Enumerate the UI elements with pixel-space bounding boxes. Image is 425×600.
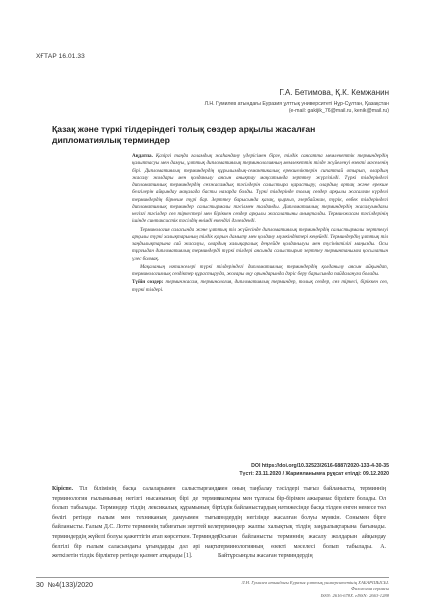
abstract xyxy=(132,153,388,295)
issue-number: №4(133)/2020 xyxy=(47,582,93,589)
body-column-left xyxy=(52,485,220,562)
journal-info xyxy=(242,580,390,599)
page-number xyxy=(36,582,93,589)
body-column-right xyxy=(218,485,386,562)
abstract-label: Аңдатпа. xyxy=(132,153,153,159)
keywords xyxy=(132,279,388,294)
abstract-text: Қазіргі таңда ғаламдық жаһандану үдерісімен бірге, тілдік саясатта мемлекеттік терминдердің қалыптасуы мен дамуы, ұлттық дипломатиялық терминологияның мемлекеттік тілде жүйеленуі өзекті мәселенің бірі. Дипломатиялық терминдердің құрылымдық-семантикалық ерекшеліктерін сипаттай отырып, олардың жасалу жолдары мен қолданылу аясын анықтау мақсатында зерттеу жүргізілді. Түркі тілдеріндегі дипломатиялық терминдердің сөзжасамдық тәсілдерін салыстыра қарастыру, олардың ортақ және ерекше белгілерін айқындау мақалада басты назарда болды. Түркі тілдерінде толық сөздер арқылы жасалған күрделі терминдердің бірнеше түрі бар. Зерттеу барысында қазақ, қырғыз, әзербайжан, түрік, өзбек тілдеріндегі дипломатиялық терминдер салыстырмалы тәсілмен талданды. Дипломатиялық терминдердің жасалуындағы негізгі тәсілдер сөз тіркестері мен біріккен сөздер арқылы жасалатыны анықталды. Терминжасам тәсілдерінің ішінде синтаксистік тәсілдің өнімді екендігі дәлелденді. xyxy=(132,153,388,225)
abstract-paragraph: Мақаланың нәтижелері түркі тілдеріндегі дипломатиялық терминдердің қолданылу аясын айқындап, терминологиялық сөздіктер құрастыруда, жоғары оқу орындарында дәріс беру барысында пайдалануға болады. xyxy=(132,263,388,277)
footer-divider xyxy=(36,577,389,578)
affiliation: Л.Н. Гумилев атындағы Еуразия ұлттық университеті Нұр-Сұлтан, Қазақстан xyxy=(204,101,389,107)
journal-series: Филология сериясы xyxy=(351,586,389,592)
article-title: Қазақ және түркі тілдеріндегі толық сөздер арқылы жасалған дипломатиялық терминдер xyxy=(52,124,316,145)
authors: Г.А. Бетимова, Қ.К. Кемжанин xyxy=(279,88,389,97)
journal-issn: ISSN: 2616-678X. eISSN: 2663-1288 xyxy=(320,592,389,598)
page-number-value: 30 xyxy=(36,582,44,589)
intro-paragraph xyxy=(52,485,220,562)
doi-link[interactable]: DOI https://doi.org/10.32523/2616-6887/2020-133-4-30-35 xyxy=(251,463,389,469)
intro-text: Тіл білімінің басқа салаларымен салыстырғанда терминология ғылымының негізгі нысанының бірі де термин болып табылады. Терминдер тілдің лексикалық құрамының бір бөлігі ретінде ғылым мен техниканың дамуымен тығыз байланысты. Ғалым Д.С. Лотте терминнің табиғатын зерттей келе, терминдердің жүйелі болуы қажеттігін атап көрсеткен. Терминдер белгілі бір ғылым саласындағы ұғымдарды дәл әрі нақты жеткізетін тілдік бірліктер ретінде қызмет атқарады [1]. xyxy=(52,486,220,560)
abstract-paragraph xyxy=(132,153,388,226)
author-emails: (e-mail: gakijik_76@mail.ru, kenik@mail.ru) xyxy=(288,108,389,114)
keywords-label: Түйін сөздер: xyxy=(132,279,164,286)
publication-dates: Түсті: 23.11.2020 / Жарияланымға рұқсат етілді: 09.12.2020 xyxy=(239,471,389,477)
journal-name: Л.Н. Гумилев атындағы Еуразия ұлттық университетінің ХАБАРШЫСЫ. xyxy=(241,580,389,585)
keywords-text: терминжасам, терминология, дипломатиялық терминдер, толық сөздер, сөз тіркесі, біріккен сөз, түркі тілдері. xyxy=(132,279,388,293)
abstract-paragraph: Терминология саласында және ұлттық тіл жүйесінде дипломатиялық терминдердің салыстырмалы зерттелуі арқылы түркі халықтарының тілдік қорын дамыту мен қолдану мүмкіндіктері кеңейеді. Терминдердің ұлттық тіл заңдылықтарына сай жасалуы, олардың халықаралық деңгейде қолданылуы мен түсініктілігі маңызды. Осы тұрғыдан дипломатиялық терминдерді түркі тілдері аясында салыстырып зерттеу терминтанымға қосылатын үлес болмақ. xyxy=(132,226,388,262)
intro-label: Кіріспе. xyxy=(52,486,73,492)
body-paragraph: мен оның таңбалау тәсілдері тығыз байланысты, терминнің мазмұны мен тұлғасы бір-бірімен ажырамас бірлікте болады. Ол тілдік байланыстардың нәтижесінде басқа тілден енген немесе төл сөздердің негізінде жасалған болуы мүмкін. Сонымен бірге терминдер жалпы халықтық тілдің заңдылықтарына бағынады. Осыған байланысты терминнің жасалу жолдарын айқындау терминологияның өзекті мәселесі болып табылады. А. Байтұрсынұлы жасаған терминдердің xyxy=(218,486,387,560)
classification-code: ХҒТАР 16.01.33 xyxy=(36,53,85,60)
